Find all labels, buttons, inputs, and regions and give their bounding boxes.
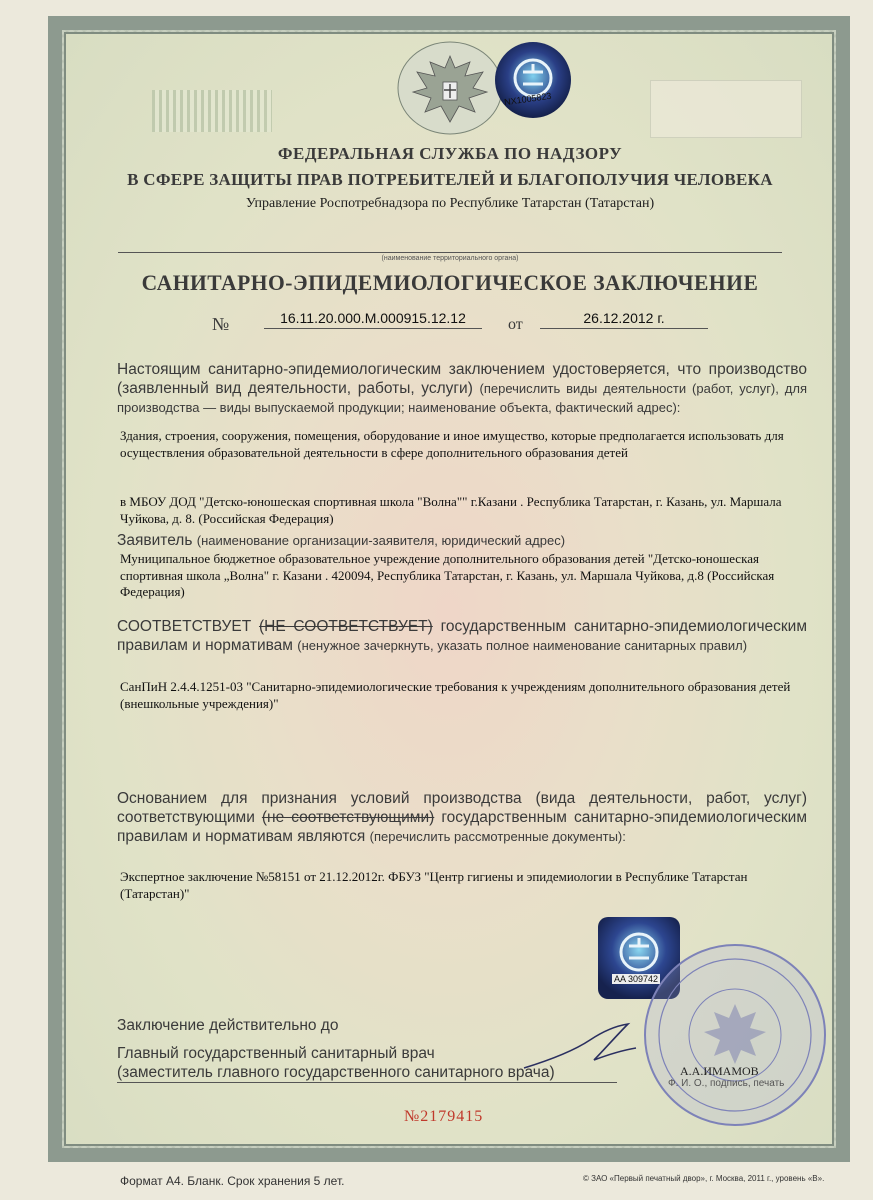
conformity-rest: государственным санитарно-эпидемиологическим правилам и нормативам bbox=[117, 618, 807, 654]
service-name-line1: ФЕДЕРАЛЬНАЯ СЛУЖБА ПО НАДЗОРУ bbox=[277, 144, 623, 163]
intro-text: Настоящим санитарно-эпидемиологическим заключением удостоверяется, что производство (заявленный вид деятельности, работы, услуги) bbox=[117, 361, 807, 397]
signature-line bbox=[117, 1082, 617, 1083]
double-headed-eagle-emblem-icon bbox=[395, 36, 505, 136]
document-number: 16.11.20.000.М.000915.12.12 bbox=[264, 310, 482, 329]
signatory-name: А.А.ИМАМОВ bbox=[680, 1064, 759, 1078]
hologram-code: NX1005823 bbox=[503, 90, 553, 108]
intro-note: (перечислить виды деятельности (работ, услуг), для производства — виды выпускаемой продукции; наименование объекта, фактический адрес): bbox=[117, 381, 807, 415]
authority-caption: (наименование территориального органа) bbox=[381, 255, 519, 262]
signatory-title: Главный государственный санитарный врач bbox=[117, 1045, 435, 1062]
hologram-code-2: AA 309742 bbox=[614, 974, 659, 984]
basis-text2: государственным санитарно-эпидемиологическим правилам и нормативам являются bbox=[117, 809, 807, 845]
page-title: САНИТАРНО-ЭПИДЕМИОЛОГИЧЕСКОЕ ЗАКЛЮЧЕНИЕ bbox=[141, 270, 759, 295]
applicant-heading bbox=[117, 531, 807, 550]
applicant-value: Муниципальное бюджетное образовательное учреждение дополнительного образования детей "Детско-юношеская спортивная школа „Волна" г. Казани . 420094, Республика Татарстан, г. Казань, ул. Маршала Чуйкова, д.8 (Российская Федерация) bbox=[120, 551, 775, 599]
document-date: 26.12.2012 г. bbox=[540, 310, 708, 329]
validity-label: Заключение действительно до bbox=[117, 1017, 339, 1034]
serial-number: №2179415 bbox=[404, 1108, 484, 1125]
signatory-deputy: (заместитель главного государственного санитарного врача) bbox=[117, 1064, 555, 1081]
territorial-authority: Управление Роспотребнадзора по Республике Татарстан (Татарстан) bbox=[245, 196, 655, 211]
conformity-paragraph bbox=[117, 617, 807, 655]
footer-printer-note: © ЗАО «Первый печатный двор», г. Москва, 2011 г., уровень «В». bbox=[583, 1174, 825, 1183]
basis-struck: (не соответствующими) bbox=[261, 809, 435, 826]
intro-paragraph bbox=[117, 360, 807, 417]
handwritten-signature-icon bbox=[520, 1020, 640, 1080]
conformity-struck: (НЕ СООТВЕТСТВУЕТ) bbox=[258, 618, 433, 635]
basis-note: (перечислить рассмотренные документы): bbox=[369, 829, 626, 844]
conformity-note: (ненужное зачеркнуть, указать полное наименование санитарных правил) bbox=[297, 638, 748, 653]
activity-value: Здания, строения, сооружения, помещения, оборудование и иное имущество, которые предполагается использовать для осуществления образовательной деятельности в сфере дополнительного образования детей bbox=[120, 428, 784, 460]
date-label: от bbox=[508, 316, 523, 333]
footer-format-note: Формат А4. Бланк. Срок хранения 5 лет. bbox=[120, 1174, 345, 1188]
number-label: № bbox=[212, 314, 230, 334]
divider bbox=[118, 252, 782, 253]
hologram-sticker-icon bbox=[493, 40, 573, 120]
basis-text1: Основанием для признания условий производства (вида деятельности, работ, услуг) соответствующими bbox=[117, 790, 807, 826]
basis-paragraph bbox=[117, 789, 807, 846]
service-name-line2: В СФЕРЕ ЗАЩИТЫ ПРАВ ПОТРЕБИТЕЛЕЙ И БЛАГОПОЛУЧИЯ ЧЕЛОВЕКА bbox=[127, 170, 773, 189]
object-address: в МБОУ ДОД "Детско-юношеская спортивная школа "Волна"" г.Казани . Республика Татарстан, г. Казань, ул. Маршала Чуйкова, д. 8. (Российская Федерация) bbox=[120, 494, 782, 526]
expert-conclusion-value: Экспертное заключение №58151 от 21.12.2012г. ФБУЗ "Центр гигиены и эпидемиологии в Республике Татарстан (Татарстан)" bbox=[120, 869, 748, 901]
official-seal-icon bbox=[640, 940, 830, 1130]
sanitary-rules-value: СанПиН 2.4.4.1251-03 "Санитарно-эпидемиологические требования к учреждениям дополнительного образования детей (внешкольные учреждения)" bbox=[120, 679, 791, 711]
applicant-note: (наименование организации-заявителя, юридический адрес) bbox=[196, 533, 566, 548]
applicant-label: Заявитель bbox=[117, 532, 193, 549]
security-panel bbox=[650, 80, 802, 138]
signatory-caption: Ф. И. О., подпись, печать bbox=[668, 1078, 785, 1089]
conformity-word: СООТВЕТСТВУЕТ bbox=[117, 618, 252, 635]
security-texture bbox=[152, 90, 272, 132]
